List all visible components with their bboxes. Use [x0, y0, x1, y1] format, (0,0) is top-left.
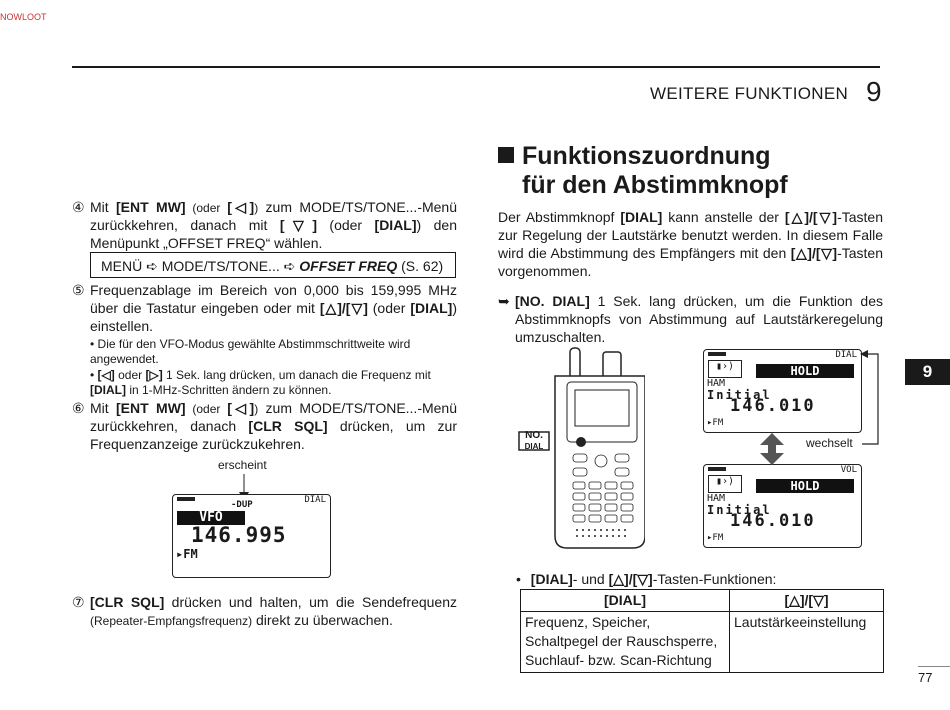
step-text: (oder [185, 201, 228, 215]
bullet-text: 1 Sek. lang drücken, um danach die Frequenz mit [162, 368, 431, 382]
step-text: Mit [90, 400, 117, 416]
table-cell: Lautstärkeeinstellung [730, 612, 884, 673]
step-text: (oder [316, 217, 375, 233]
step-text: ) [254, 201, 259, 215]
instruction-item [498, 292, 883, 346]
bullet-text: oder [114, 368, 146, 382]
key-ent-mw: [ENT MW] [116, 400, 186, 416]
radio-wave-icon: ▮›) [708, 360, 742, 378]
lcd-frequency: 146.010 [730, 396, 816, 416]
lcd-frequency: 146.995 [191, 523, 287, 547]
heading-square-icon [498, 147, 514, 163]
header-rule [72, 66, 880, 68]
vfo-indicator: VFO [177, 511, 245, 525]
lcd-line-2: Initial [707, 388, 772, 402]
key-no-dial: [NO. DIAL] [515, 293, 590, 309]
intro-text: kann anstelle der [662, 209, 785, 225]
lcd-frequency: 146.010 [730, 511, 816, 531]
lcd-line-1: HAM [707, 493, 726, 504]
arrow-icon: ➥ [498, 293, 510, 309]
key-label-text: DIAL [524, 442, 544, 451]
key-label-text: NO. [525, 430, 543, 441]
section-heading [498, 142, 788, 200]
table-header-row [521, 590, 884, 612]
step-7 [72, 593, 457, 629]
table-header: [DIAL] [521, 590, 730, 612]
step-text: (Repeater-Empfangsfrequenz) [90, 614, 253, 628]
bullet-note: • Die für den VFO-Modus gewählte Abstimmschrittweite wird angewendet. [90, 337, 411, 366]
key-right: [▷] [145, 368, 163, 382]
key-clr-sql: [CLR SQL] [90, 594, 165, 610]
step-text: (oder [367, 300, 411, 316]
step-text: direkt zu überwachen. [252, 612, 393, 628]
lcd-mode-fm: ▸FM [707, 418, 724, 428]
lcd-line-2: Initial [707, 503, 772, 517]
key-up-down: [△]/[▽] [784, 209, 838, 225]
bullet-icon: • [516, 571, 521, 587]
chapter-number: 9 [866, 76, 882, 107]
corner-mark: NOWLOOT [0, 12, 47, 22]
step-text: ) [254, 402, 259, 416]
battery-icon [708, 467, 726, 471]
chapter-side-tab[interactable]: 9 [905, 359, 950, 385]
step-number: ⑦ [72, 594, 85, 610]
key-left: [◁] [227, 199, 255, 215]
step-text: ) den Menüpunkt „OFFSET FREQ“ wählen. [90, 217, 457, 251]
bullet-text: in 1-MHz-Schritten ändern zu können. [126, 383, 332, 397]
heading-line-2: für den Abstimmknopf [522, 171, 788, 199]
page-number: 77 [918, 670, 933, 685]
menu-path-ref: (S. 62) [397, 258, 444, 274]
table-intro-text: - und [572, 571, 609, 587]
step-5 [72, 281, 457, 335]
step-text: ) einstellen. [90, 300, 458, 334]
key-dial: [DIAL] [374, 217, 417, 233]
menu-path-box [90, 252, 456, 278]
menu-path-target: OFFSET FREQ [295, 258, 398, 274]
lcd-line-1: HAM [707, 378, 726, 389]
key-dial: [DIAL] [530, 571, 573, 587]
table-row [521, 612, 884, 673]
intro-text: -Tasten vorgenommen. [498, 245, 883, 279]
step-text: (oder [185, 402, 228, 416]
step-number: ⑤ [72, 282, 85, 298]
table-header: [△]/[▽] [730, 590, 884, 612]
key-left: [◁] [97, 368, 115, 382]
lcd-mode-fm: ▸FM [707, 533, 724, 543]
bullet-text: • [90, 368, 98, 382]
battery-icon [708, 352, 726, 356]
step-number: ⑥ [72, 400, 85, 416]
key-dial: [DIAL] [410, 300, 453, 316]
arrow-icon: ➪ [146, 258, 158, 274]
lcd-offset-display [172, 494, 331, 578]
step-text: Mit [90, 199, 117, 215]
step-number: ④ [72, 199, 85, 215]
key-up-down: [△]/[▽] [319, 300, 368, 316]
hold-indicator: HOLD [756, 364, 854, 378]
lcd-mode-indicator: VOL [840, 465, 857, 475]
key-ent-mw: [ENT MW] [116, 199, 186, 215]
step-text: drücken und halten, um die Sendefrequenz [164, 594, 457, 610]
chapter-title: WEITERE FUNKTIONEN [650, 84, 849, 103]
switch-label: wechselt [806, 436, 853, 450]
bullet-note [90, 368, 458, 398]
step-text: drücken, um zur Frequenzanzeige zurückzukehren. [90, 418, 458, 452]
intro-paragraph [498, 208, 883, 280]
step-text: Frequenzablage im Bereich von 0,000 bis 159,995 MHz über die Tastatur eingeben oder mit [90, 282, 457, 316]
figure-caption: erscheint [218, 458, 267, 472]
step-text: zum MODE/TS/TONE...-Menü zurückkehren, danach [90, 400, 458, 434]
key-clr-sql: [CLR SQL] [248, 418, 328, 434]
key-left: [◁] [227, 400, 255, 416]
arrow-icon: ➪ [283, 258, 296, 274]
intro-text: -Tasten zur Regelung der Lautstärke benutzt werden. In diesem Falle wird die Abstimmung des Empfängers mit den [498, 209, 883, 261]
key-up-down: [△]/[▽] [790, 245, 838, 261]
step-text: zum MODE/TS/TONE...-Menü zurückkehren, danach mit [90, 199, 458, 233]
hold-indicator: HOLD [756, 479, 854, 493]
swap-arrow-icon [760, 432, 790, 466]
step-6 [72, 399, 457, 453]
table-intro-text: -Tasten-Funktionen: [652, 571, 777, 587]
menu-path-text: MENÜ [101, 258, 147, 274]
heading-line-1: Funktionszuordnung [522, 142, 771, 170]
key-dial: [DIAL] [620, 209, 663, 225]
function-table [520, 589, 884, 673]
step-4 [72, 198, 457, 252]
radio-wave-icon: ▮›) [708, 475, 742, 493]
instruction-text: 1 Sek. lang drücken, um die Funktion des Abstimmknopfs von Abstimmung auf Lautstärkeregelung umzuschalten. [515, 293, 884, 345]
table-intro [516, 570, 776, 588]
key-down: [▽] [279, 217, 317, 233]
menu-path-text: MODE/TS/TONE... [157, 258, 284, 274]
intro-text: Der Abstimmknopf [498, 209, 621, 225]
dup-indicator: -DUP [231, 500, 253, 510]
lcd-mode-indicator: DIAL [304, 495, 326, 505]
page-number-rule [918, 666, 950, 667]
table-cell: Frequenz, Speicher, Schaltpegel der Rauschsperre, Suchlauf- bzw. Scan-Richtung [521, 612, 730, 673]
lcd-mode-indicator: DIAL [835, 350, 857, 360]
lcd-mode-fm: ▸FM [176, 547, 198, 561]
lcd-vol-mode [703, 464, 862, 548]
key-dial: [DIAL] [90, 383, 126, 397]
battery-icon [177, 497, 195, 501]
no-dial-key-label [521, 430, 547, 452]
key-up-down: [△]/[▽] [608, 571, 653, 587]
